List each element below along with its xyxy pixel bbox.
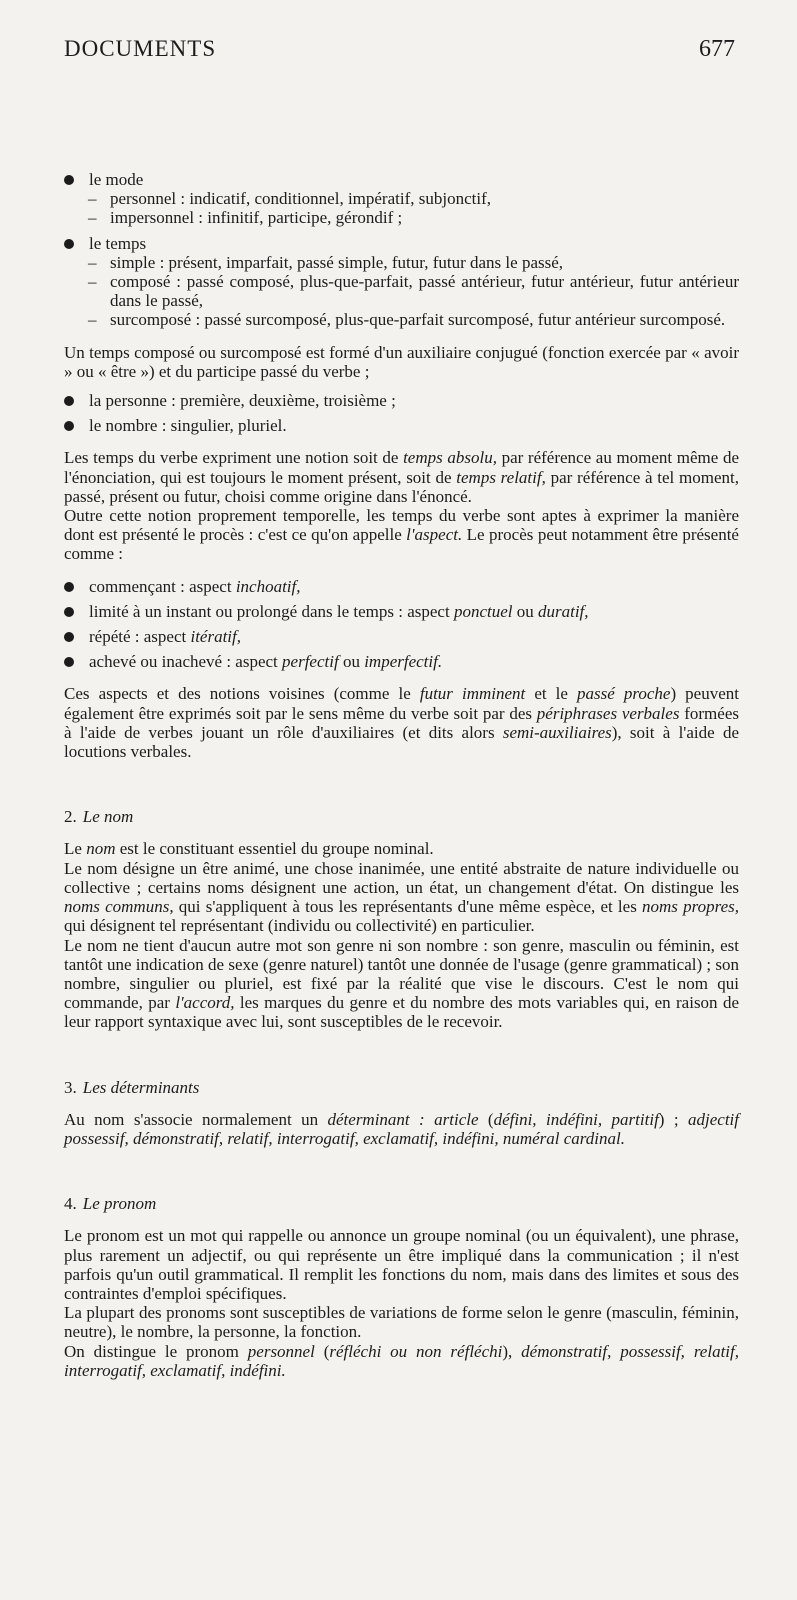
bullet-icon [64,607,74,617]
bullet-icon [64,421,74,431]
dash-icon: – [88,189,97,209]
bullet-icon [64,582,74,592]
bullet-aspect: commençant : aspect inchoatif, [64,577,739,596]
bullet-mode [64,170,739,189]
temps-list [64,253,739,330]
paragraph: Les temps du verbe expriment une notion soit de temps absolu, par référence au moment même de l'énonciation, qui est toujours le moment présent, soit de temps relatif, par référence à tel moment, passé, présent ou futur, choisi comme origine dans l'énoncé. [64,448,739,506]
paragraph: La plupart des pronoms sont susceptibles de variations de forme selon le genre (masculin, féminin, neutre), le nombre, la personne, la fonction. [64,1303,739,1342]
paragraph: Ces aspects et des notions voisines (comme le futur imminent et le passé proche) peuvent également être exprimés soit par le sens même du verbe soit par des périphrases verbales formées à l'aide de verbes jouant un rôle d'auxiliaires (et dits alors semi-auxiliaires), soit à l'aide de locutions verbales. [64,684,739,762]
paragraph: Le nom est le constituant essentiel du groupe nominal. [64,839,434,859]
mode-list [64,189,739,227]
paragraph: Un temps composé ou surcomposé est formé d'un auxiliaire conjugué (fonction exercée par « avoir » ou « être ») et du participe passé du verbe ; [64,342,739,381]
paragraph: Le nom désigne un être animé, une chose inanimée, une entité abstraite de nature individuelle ou collective ; certains noms désignent une action, un état, un changement d'état. On distingue les noms communs, qui s'appliquent à tous les représentants d'une même espèce, et les noms propres, qui désignent tel représentant (individu ou collectivité) en particulier. [64,858,739,936]
bullet-icon [64,657,74,667]
list-item: – composé : passé composé, plus-que-parfait, passé antérieur, futur antérieur, futur antérieur dans le passé, [88,272,739,311]
bullet-label: le temps [89,233,147,253]
dash-icon: – [88,208,97,228]
bullet-aspect: répété : aspect itératif, [64,627,739,646]
page-body [64,170,739,1380]
bullet-icon [64,239,74,249]
section-heading-nom: 2. Le nom [64,807,134,827]
bullet-temps [64,234,739,253]
list-item: – simple : présent, imparfait, passé simple, futur, futur dans le passé, [88,252,564,272]
paragraph: Outre cette notion proprement temporelle, les temps du verbe sont aptes à exprimer la manière dont est présenté le procès : c'est ce qu'on appelle l'aspect. Le procès peut notamment être présenté comme : [64,506,739,564]
bullet-aspect: limité à un instant ou prolongé dans le temps : aspect ponctuel ou duratif, [64,602,739,621]
list-item: – impersonnel : infinitif, participe, gérondif ; [88,208,403,228]
paragraph: Le nom ne tient d'aucun autre mot son genre ni son nombre : son genre, masculin ou féminin, est tantôt une indication de sexe (genre naturel) tantôt une donnée de l'usage (genre grammatical) ; son nombre, singulier ou pluriel, est fixé par la réalité que vise le discours. C'est le nom qui commande, par l'accord, les marques du genre et du nombre des mots variables qui, en raison de leur rapport syntaxique avec lui, sont susceptibles de le recevoir. [64,935,739,1032]
page-number: 677 [699,36,735,62]
bullet-label: le mode [89,170,144,189]
paragraph: On distingue le pronom personnel (réfléchi ou non réfléchi), démonstratif, possessif, relatif, interrogatif, exclamatif, indéfini. [64,1341,739,1380]
bullet-icon [64,175,74,185]
section-heading-pronom: 4. Le pronom [64,1194,157,1214]
paragraph: Au nom s'associe normalement un déterminant : article (défini, indéfini, partitif) ; adjectif possessif, démonstratif, relatif, interrogatif, exclamatif, indéfini, numéral cardinal. [64,1109,739,1148]
section-heading-determinants: 3. Les déterminants [64,1077,200,1097]
list-item: – surcomposé : passé surcomposé, plus-que-parfait surcomposé, futur antérieur surcomposé. [88,310,726,330]
bullet-aspect: achevé ou inachevé : aspect perfectif ou imperfectif. [64,652,739,671]
bullet-personne: la personne : première, deuxième, troisième ; [64,391,739,410]
bullet-icon [64,632,74,642]
paragraph: Le pronom est un mot qui rappelle ou annonce un groupe nominal (ou un équivalent), une phrase, plus rarement un adjectif, ou qui représente un être impliqué dans la communication ; il n'est parfois qu'un outil grammatical. Il remplit les fonctions du nom, mais dans des limites et sous des contraintes d'emploi spécifiques. [64,1226,739,1303]
dash-icon: – [88,272,97,292]
bullet-nombre: le nombre : singulier, pluriel. [64,416,739,435]
dash-icon: – [88,310,97,330]
bullet-icon [64,396,74,406]
running-head: DOCUMENTS [64,36,217,61]
page-header [64,36,735,66]
dash-icon: – [88,252,97,272]
list-item: – personnel : indicatif, conditionnel, impératif, subjonctif, [88,189,491,209]
